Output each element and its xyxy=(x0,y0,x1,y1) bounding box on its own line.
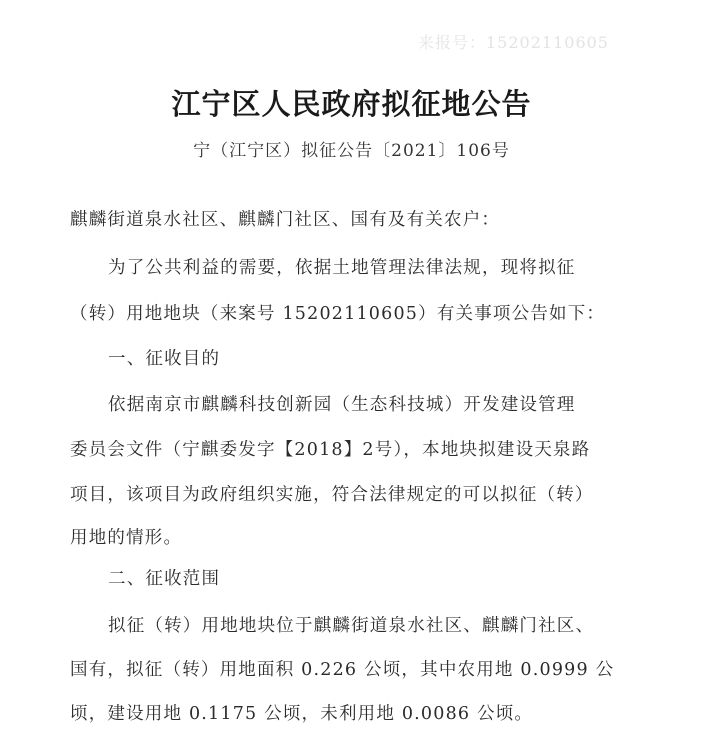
section-2-line-2: 国有，拟征（转）用地面积 0.226 公顷，其中农用地 0.0999 公 xyxy=(70,660,615,680)
page-title: 江宁区人民政府拟征地公告 xyxy=(171,87,532,121)
section-1-heading: 一、征收目的 xyxy=(108,349,221,369)
section-2-line-1: 拟征（转）用地地块位于麒麟街道泉水社区、麒麟门社区、 xyxy=(108,616,595,636)
section-2-line-3: 顷，建设用地 0.1175 公顷，未利用地 0.0086 公顷。 xyxy=(70,704,534,724)
section-1-line-2: 委员会文件（宁麒委发字【2018】2号），本地块拟建设天泉路 xyxy=(70,440,591,460)
case-number-watermark: 来报号：15202110605 xyxy=(418,33,609,52)
intro-line-1: 为了公共利益的需要，依据土地管理法律法规，现将拟征 xyxy=(108,258,576,278)
section-1-line-4: 用地的情形。 xyxy=(70,528,183,548)
section-1-line-1: 依据南京市麒麟科技创新园（生态科技城）开发建设管理 xyxy=(108,395,576,415)
section-2-heading: 二、征收范围 xyxy=(108,569,221,589)
document-number: 宁（江宁区）拟征公告〔2021〕106号 xyxy=(193,141,510,161)
intro-line-2: （转）用地地块（来案号 15202110605）有关事项公告如下： xyxy=(70,304,606,324)
section-1-line-3: 项目，该项目为政府组织实施，符合法律规定的可以拟征（转） xyxy=(70,485,594,505)
salutation: 麒麟街道泉水社区、麒麟门社区、国有及有关农户： xyxy=(70,210,501,230)
